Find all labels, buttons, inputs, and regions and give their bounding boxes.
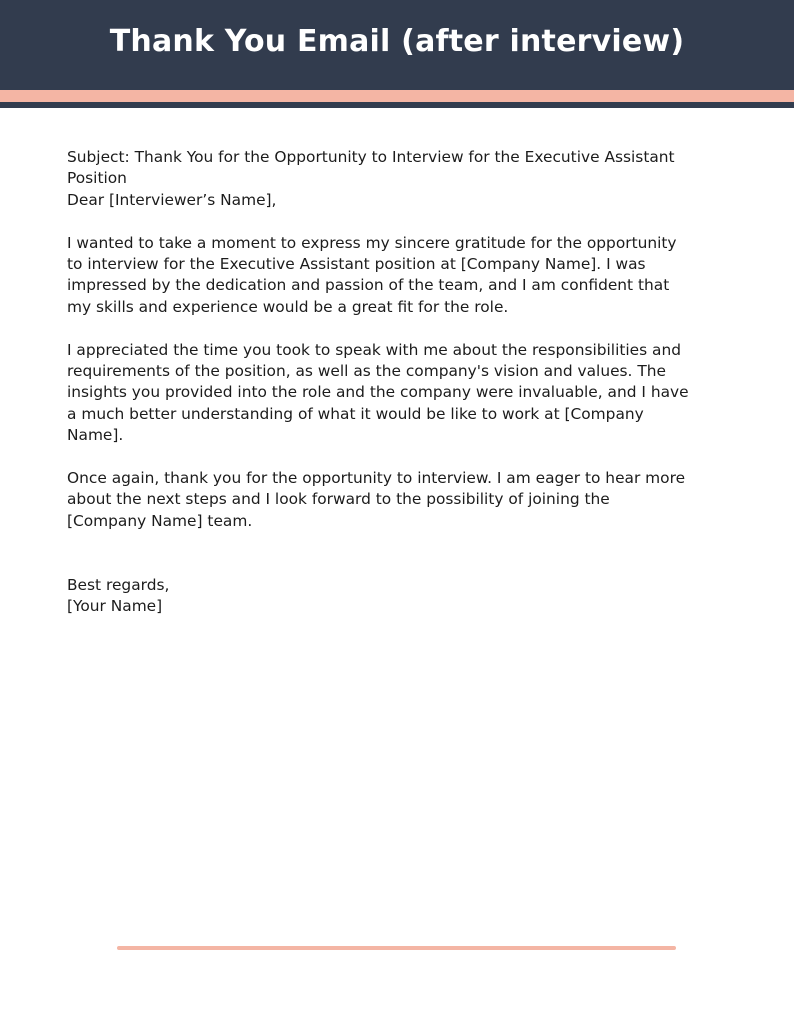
header-dark-stripe <box>0 102 794 108</box>
letter-greeting: Dear [Interviewer’s Name], <box>67 190 277 209</box>
letter-signature: [Your Name] <box>67 597 163 616</box>
page-header <box>0 0 794 90</box>
letter-paragraph-3: Once again, thank you for the opportunity to interview. I am eager to hear more about the next steps and I look forward to the possibility of joining the [Company Name] team. <box>67 469 686 530</box>
paragraph-spacer <box>67 447 689 468</box>
letter-paragraph-1: I wanted to take a moment to express my sincere gratitude for the opportunity to interview for the Executive Assistant position at [Company Name]. I was impressed by the dedication and passion of the team, and I am confident that my skills and experience would be a great fit for the role. <box>67 233 677 316</box>
letter-closing: Best regards, <box>67 576 170 595</box>
letter-body <box>67 147 689 618</box>
footer-divider <box>117 946 676 950</box>
page-title: Thank You Email (after interview) <box>109 24 685 59</box>
paragraph-spacer <box>67 211 689 232</box>
closing-spacer <box>67 532 689 575</box>
header-accent-stripe <box>0 90 794 102</box>
paragraph-spacer <box>67 318 689 339</box>
letter-subject: Subject: Thank You for the Opportunity to Interview for the Executive Assistant Position <box>67 148 675 188</box>
letter-paragraph-2: I appreciated the time you took to speak with me about the responsibilities and requirements of the position, as well as the company's vision and values. The insights you provided into the role and the company were invaluable, and I have a much better understanding of what it would be like to work at [Company Name]. <box>67 340 689 445</box>
